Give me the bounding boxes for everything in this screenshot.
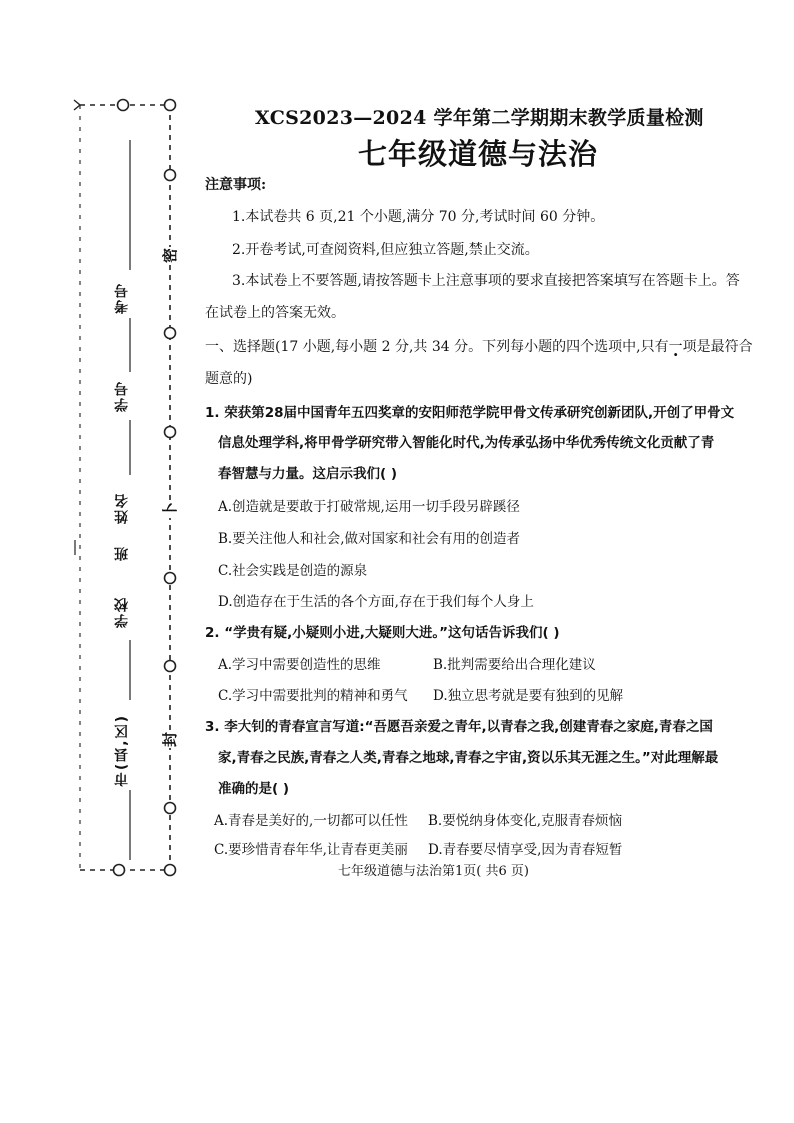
q1-stem-line2: 信息处理学科,将甲骨学研究带入智能化时代,为传承弘扬中华优秀传统文化贡献了青 [218, 435, 715, 451]
seal-char-feng: 封 [158, 731, 181, 748]
field-student-number: 学号 [114, 380, 130, 412]
field-name: 姓名 [114, 492, 130, 524]
notes-heading: 注意事项: [205, 177, 267, 193]
q3-stem-line3: 准确的是( ) [218, 781, 290, 797]
section-heading-emphasis: 有一项 [654, 339, 697, 355]
note-item-1: 1.本试卷共 6 页,21 个小题,满分 70 分,考试时间 60 分钟。 [232, 209, 605, 225]
q3-stem-line2: 家,青春之民族,青春之人类,青春之地球,青春之宇宙,资以乐其无涯之生。”对此理解最 [218, 750, 719, 766]
field-class: 班 [114, 545, 130, 561]
note-item-3: 3.本试卷上不要答题,请按答题卡上注意事项的要求直接把答案填写在答题卡上。答 [232, 273, 740, 289]
section-heading-part2: 是最符合 [696, 339, 753, 355]
q1-stem-line3: 春智慧与力量。这启示我们( ) [218, 466, 398, 482]
q3-stem-line1: 3. 李大钊的青春宣言写道:“吾愿吾亲爱之青年,以青春之我,创建青春之家庭,青春之国 [205, 719, 713, 735]
section-heading-cont: 题意的) [205, 371, 253, 387]
q2-option-c: C.学习中需要批判的精神和勇气 [218, 688, 408, 704]
exam-title: XCS2023—2024 学年第二学期期末教学质量检测 [255, 107, 704, 129]
q3-option-a: A.青春是美好的,一切都可以任性 [214, 813, 408, 829]
q1-option-b: B.要关注他人和社会,做对国家和社会有用的创造者 [218, 531, 521, 547]
seal-char-mi: 密 [158, 247, 181, 264]
section-heading-part1: 一、选择题(17 小题,每小题 2 分,共 34 分。下列每小题的四个选项中,只 [205, 339, 655, 355]
q1-option-c: C.社会实践是创造的源泉 [218, 563, 368, 579]
note-item-3-cont: 在试卷上的答案无效。 [205, 305, 345, 321]
note-item-2: 2.开卷考试,可查阅资料,但应独立答题,禁止交流。 [232, 242, 539, 258]
q1-stem-line1: 1. 荣获第28届中国青年五四奖章的安阳师范学院甲骨文传承研究创新团队,开创了甲骨文 [205, 405, 735, 421]
field-school: 学校 [114, 596, 130, 628]
q1-option-a: A.创造就是要敢于打破常规,运用一切手段另辟蹊径 [218, 499, 520, 515]
q1-option-d: D.创造存在于生活的各个方面,存在于我们每个人身上 [218, 594, 534, 610]
subject-title: 七年级道德与法治 [358, 137, 599, 171]
seal-char-bu: 卜 [158, 501, 181, 518]
field-exam-number: 考号 [114, 282, 130, 314]
q3-option-d: D.青春要尽情享受,因为青春短暂 [428, 842, 623, 858]
binding-margin-lines [0, 0, 200, 900]
q3-option-b: B.要悦纳身体变化,克服青春烦恼 [428, 813, 623, 829]
q2-option-d: D.独立思考就是要有独到的见解 [433, 688, 624, 704]
q2-option-b: B.批判需要给出合理化建议 [433, 657, 596, 673]
section-heading [205, 336, 753, 356]
q2-stem: 2. “学贵有疑,小疑则小进,大疑则大进。”这句话告诉我们( ) [205, 625, 560, 641]
q3-option-c: C.要珍惜青春年华,让青春更美丽 [214, 842, 408, 858]
q2-option-a: A.学习中需要创造性的思维 [218, 657, 381, 673]
field-city-county-district: 市(县,区) [114, 714, 130, 787]
page-footer: 七年级道德与法治第1页( 共6 页) [338, 864, 529, 879]
